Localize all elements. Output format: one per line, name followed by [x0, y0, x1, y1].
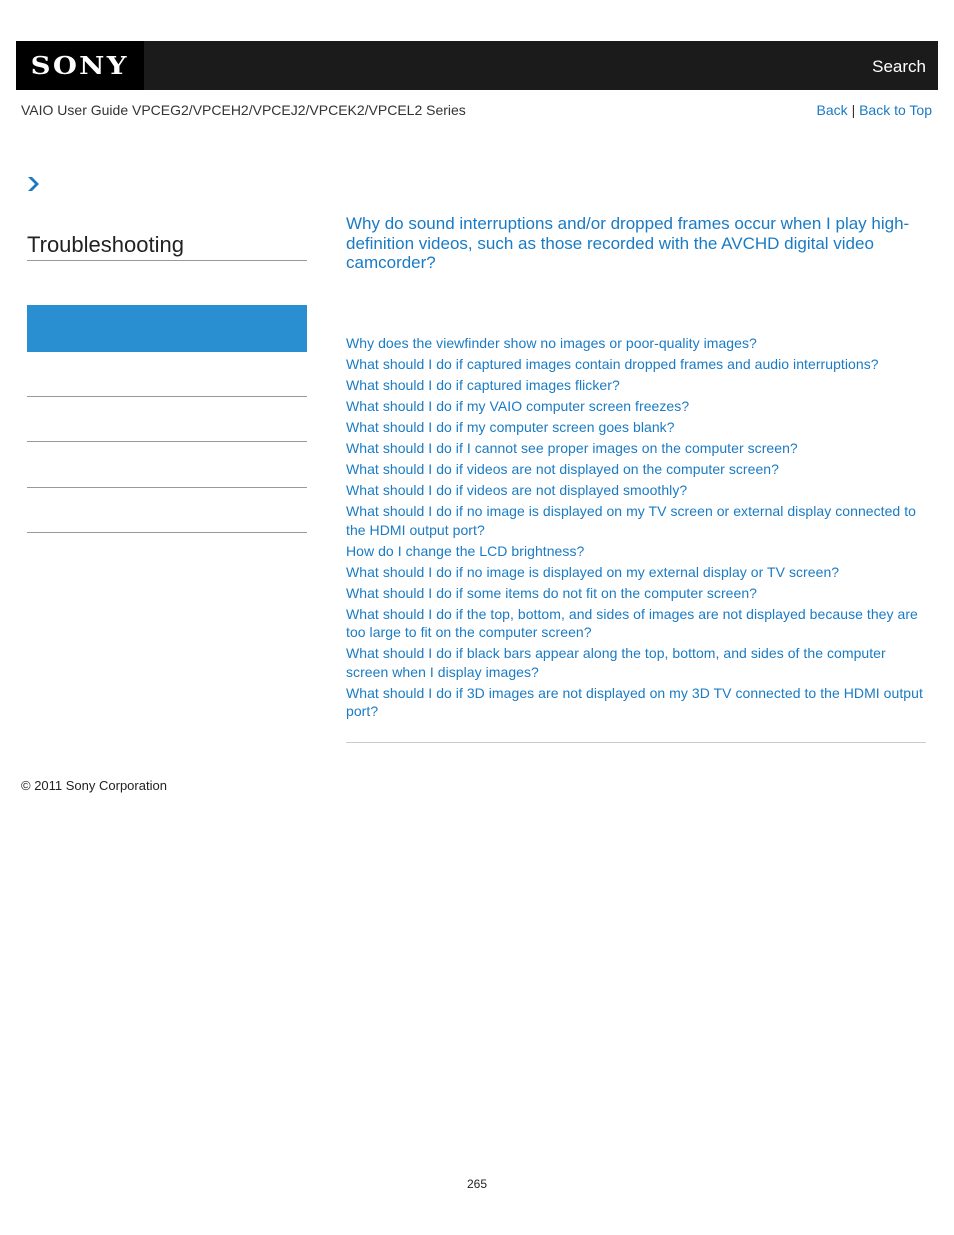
related-link[interactable]: What should I do if no image is displayed on my TV screen or external display connected to the HDMI output port?	[346, 503, 916, 538]
related-link[interactable]: What should I do if I cannot see proper images on the computer screen?	[346, 440, 798, 456]
related-link[interactable]: What should I do if some items do not fit on the computer screen?	[346, 584, 758, 601]
page-title: Why do sound interruptions and/or dropped frames occur when I play high-definition videos, such as those recorded with the AVCHD digital video camcorder?	[346, 214, 910, 272]
section-divider	[27, 260, 307, 261]
related-link[interactable]: What should I do if my computer screen goes blank?	[346, 419, 675, 435]
breadcrumb-arrow-icon[interactable]	[26, 176, 40, 192]
section-title: Troubleshooting	[27, 232, 184, 257]
page-number: 265	[466, 1177, 488, 1191]
related-links-list	[346, 334, 928, 723]
related-link[interactable]: What should I do if captured images flicker?	[346, 377, 620, 393]
related-link[interactable]: What should I do if 3D images are not displayed on my 3D TV connected to the HDMI output port?	[346, 684, 923, 719]
top-header-bar	[16, 41, 938, 90]
content-divider	[346, 742, 926, 743]
sidebar-item-active[interactable]	[27, 305, 307, 352]
related-link[interactable]: What should I do if videos are not displayed smoothly?	[346, 482, 688, 498]
nav-separator: |	[851, 102, 856, 118]
copyright: © 2011 Sony Corporation	[21, 778, 167, 793]
search-button[interactable]: Search	[872, 57, 926, 76]
related-link[interactable]: What should I do if my VAIO computer screen freezes?	[346, 398, 690, 414]
sidebar-item[interactable]	[27, 488, 307, 533]
sony-logo[interactable]	[16, 41, 144, 90]
guide-title: VAIO User Guide VPCEG2/VPCEH2/VPCEJ2/VPCEK2/VPCEL2 Series	[21, 102, 466, 118]
related-link[interactable]: What should I do if captured images contain dropped frames and audio interruptions?	[346, 356, 879, 372]
sony-logo-text: SONY	[30, 51, 130, 80]
related-link[interactable]: How do I change the LCD brightness?	[346, 542, 585, 559]
sidebar-item[interactable]	[27, 352, 307, 397]
back-link[interactable]: Back	[816, 102, 848, 118]
sidebar-item[interactable]	[27, 397, 307, 442]
related-link[interactable]: What should I do if no image is displayed on my external display or TV screen?	[346, 563, 840, 580]
sidebar-item[interactable]	[27, 443, 307, 488]
page-nav-links	[817, 102, 932, 118]
back-to-top-link[interactable]: Back to Top	[859, 102, 932, 118]
related-link[interactable]: What should I do if black bars appear along the top, bottom, and sides of the computer screen when I display images?	[346, 645, 886, 680]
related-link[interactable]: What should I do if the top, bottom, and sides of images are not displayed because they are too large to fit on the computer screen?	[346, 605, 918, 640]
related-link[interactable]: Why does the viewfinder show no images or poor-quality images?	[346, 335, 757, 351]
related-link[interactable]: What should I do if videos are not displayed on the computer screen?	[346, 461, 779, 477]
